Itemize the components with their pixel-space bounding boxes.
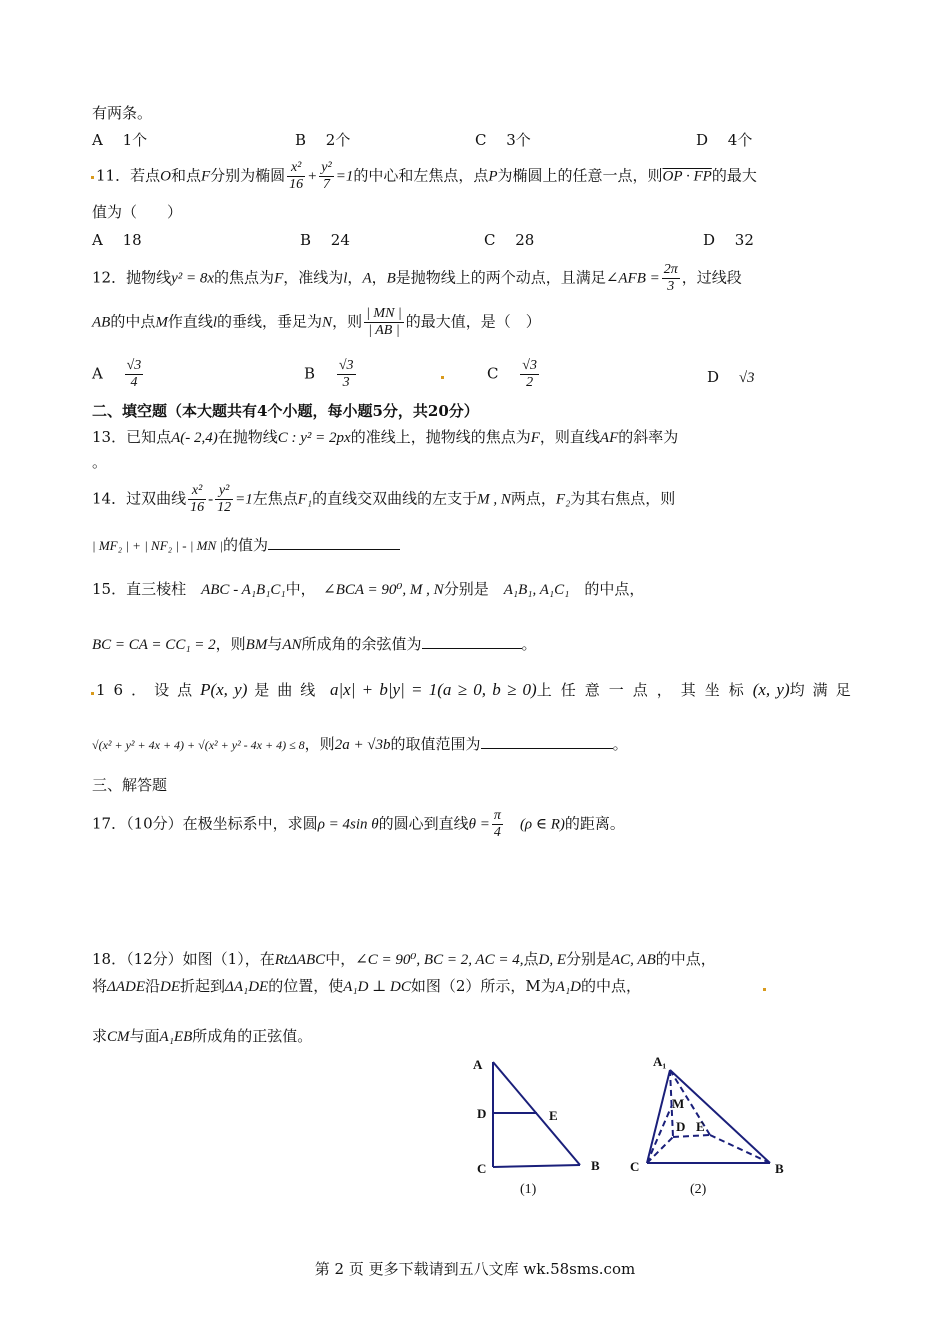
q15-answer-blank[interactable] xyxy=(422,648,522,649)
fig1-label-c: C xyxy=(477,1161,487,1176)
q16-line1: 16．设点P(x, y) 是曲线 a|x| + b|y| = 1(a ≥ 0, b ≥ 0)上任意一点，其坐标(x, y)均满足 xyxy=(96,680,859,699)
page-footer: 第 2 页 更多下载请到五八文库 wk.58sms.com xyxy=(314,1260,636,1278)
q14-line2: | MF₂ | + | NF₂ | - | MN |的值为 xyxy=(92,535,400,556)
fig1-label-e: E xyxy=(549,1108,558,1123)
q15-line2: BC = CA = CC₁ = 2，则BM与AN所成角的余弦值为 。 xyxy=(92,635,537,653)
q16-line2: √(x² + y² + 4x + 4) + √(x² + y² - 4x + 4) ≤ 8，则2a + √3b的取值范围为 。 xyxy=(92,735,628,753)
q11-line2: 值为（ ） xyxy=(92,203,183,221)
fig2-label-a1: A₁ xyxy=(653,1054,667,1069)
fig2-caption: (2) xyxy=(690,1182,707,1197)
fig1-label-d: D xyxy=(477,1106,487,1121)
fig2-label-d: D xyxy=(676,1119,686,1134)
q12-option-c: C $\frac{√3}{2}$ xyxy=(487,358,537,390)
q12-line2: AB的中点M作直线l的垂线，垂足为N，则 $\frac{| MN |}{| AB |}$ 的最大值，是（ ） xyxy=(92,306,541,338)
q10-option-b: B 2个 xyxy=(295,131,351,149)
fig2-label-c: C xyxy=(630,1159,640,1174)
fig1-label-b: B xyxy=(591,1158,600,1173)
q10-tail: 有两条。 xyxy=(92,104,153,122)
q14-line1: 14．过双曲线 $\frac{\text{x²}}{16}$ - $\frac{\text{y²}}{12}$ =1左焦点F₁的直线交双曲线的左支于M , N两点，F₂为其右焦点，则 xyxy=(92,483,676,515)
fig2-label-m: M xyxy=(672,1096,685,1111)
q16-answer-blank[interactable] xyxy=(481,748,613,749)
marker-dot xyxy=(441,376,444,379)
q10-option-d: D 4个 xyxy=(696,131,753,149)
q14-answer-blank[interactable] xyxy=(268,549,400,550)
q11-option-d: D 32 xyxy=(703,231,754,249)
q12-option-b: B $\frac{√3}{3}$ xyxy=(304,358,354,390)
q12-line1: 12．抛物线y² = 8x的焦点为F，准线为l，A，B是抛物线上的两个动点，且满足∠AFB = $\frac{2\pi}{3}$ ，过线段 xyxy=(92,262,742,294)
q15-line1: 15．直三棱柱 ABC - A₁B₁C₁中， ∠BCA = 90⁰, M , N分别是 A₁B₁, A₁C₁ 的中点， xyxy=(92,580,645,598)
marker-dot xyxy=(763,988,766,991)
q10-option-a: A 1个 xyxy=(92,131,148,149)
q18-line3: 求CM与面A₁EB所成角的正弦值。 xyxy=(92,1027,313,1045)
fig1-label-a: A xyxy=(473,1057,483,1072)
figure-1 xyxy=(465,1050,615,1200)
fig1-caption: (1) xyxy=(520,1182,537,1197)
q10-option-c: C 3个 xyxy=(475,131,531,149)
q18-line2: 将ΔADE沿DE折起到ΔA₁DE的位置，使A₁D ⊥ DC如图（2）所示，M为A₁D的中点， xyxy=(92,977,642,995)
section-solutions: 三、解答题 xyxy=(92,776,168,794)
figure-2 xyxy=(625,1050,825,1200)
q12-option-a: A $\frac{√3}{4}$ xyxy=(92,358,142,390)
q11-line1: 11．若点O和点F分别为椭圆 $\frac{\text{x²}}{16}$ + $\frac{\text{y²}}{7}$ =1的中心和左焦点，点P为椭圆上的任意一点，则OP · FP的最大 xyxy=(96,160,757,192)
q13-line1: 13．已知点A(- 2,4)在抛物线C : y² = 2px的准线上，抛物线的焦点为F，则直线AF的斜率为 xyxy=(92,428,679,446)
fig2-label-e: E xyxy=(696,1119,705,1134)
fig2-label-b: B xyxy=(775,1161,784,1176)
q13-line2: 。 xyxy=(92,453,108,471)
section-fill-in: 二、填空题（本大题共有4个小题，每小题5分，共20分） xyxy=(92,402,479,420)
q11-option-a: A 18 xyxy=(92,231,142,249)
marker-dot xyxy=(91,176,94,179)
q18-line1: 18．（12分）如图（1），在RtΔABC中，∠C = 90⁰, BC = 2, AC = 4,点D, E分别是AC, AB的中点， xyxy=(92,950,716,968)
q11-option-c: C 28 xyxy=(484,231,535,249)
q12-option-d: D √3 xyxy=(707,368,755,386)
marker-dot xyxy=(91,692,94,695)
q11-option-b: B 24 xyxy=(300,231,350,249)
q17-line: 17．（10分）在极坐标系中，求圆ρ = 4sin θ的圆心到直线θ = $\frac{\pi}{4}$ (ρ ∈ R)的距离。 xyxy=(92,808,625,840)
